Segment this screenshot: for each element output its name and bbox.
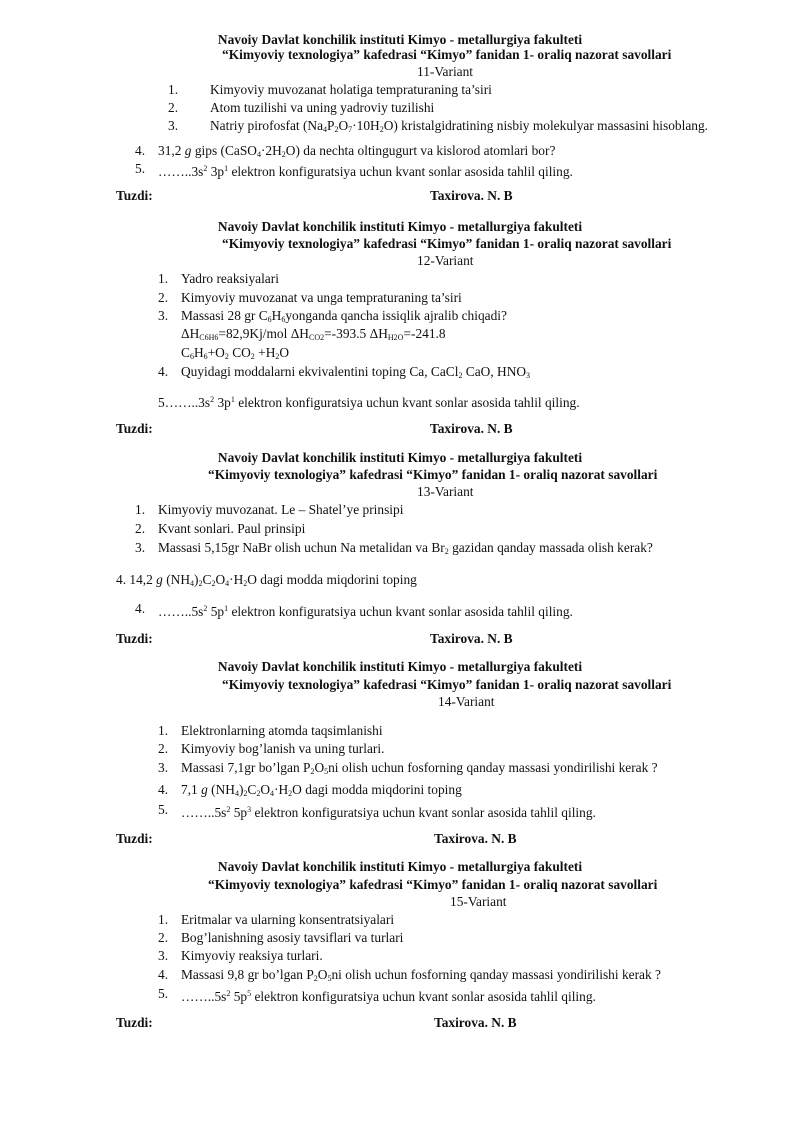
question-text: 4. 14,2 g $(NH_4)_2C_2O_4\cdot H_2O$ dagi modda miqdorini toping <box>116 572 417 588</box>
question-number: 1. <box>135 502 146 517</box>
header-department: “Kimyoviy texnologiya” kafedrasi “Kimyo” fanidan 1- oraliq nazorat savollari <box>208 877 658 892</box>
author-label: Tuzdi: <box>116 631 153 646</box>
header-department: “Kimyoviy texnologiya” kafedrasi “Kimyo” fanidan 1- oraliq nazorat savollari <box>208 467 658 482</box>
question-number: 2. <box>158 930 169 945</box>
question-text: Kvant sonlari. Paul prinsipi <box>158 521 306 536</box>
author-label: Tuzdi: <box>116 188 153 203</box>
question-number: 1. <box>158 723 169 738</box>
question-text: Massasi 5,15gr NaBr olish uchun Na metalidan va $Br_2$ gazidan qanday massada olish kerak? <box>158 540 653 556</box>
question-text: $\dots\dots..3s^2$ $3p^1$ elektron konfiguratsiya uchun kvant sonlar asosida tahlil qiling. <box>158 164 573 179</box>
author-label: Tuzdi: <box>116 421 153 436</box>
question-number: 4. <box>158 967 169 982</box>
question-text: Eritmalar va ularning konsentratsiyalari <box>181 912 395 927</box>
question-text: Elektronlarning atomda taqsimlanishi <box>181 723 383 738</box>
variant-title: 13-Variant <box>417 484 474 499</box>
question-text: Natriy pirofosfat $(Na_4P_2O_7\cdot 10H_2O)$ kristalgidratining nisbiy molekulyar massasini hisoblang. <box>210 118 709 134</box>
question-text: $\dots\dots..5s^2$ $5p^5$ elektron konfiguratsiya uchun kvant sonlar asosida tahlil qiling. <box>181 989 596 1004</box>
question-number: 3. <box>158 948 169 963</box>
author-name: Taxirova. N. B <box>430 188 513 203</box>
question-text: Quyidagi moddalarni ekvivalentini toping Ca, CaCl$_2$ CaO, $HNO_3$ <box>181 364 531 380</box>
author-label: Tuzdi: <box>116 1015 153 1030</box>
question-text: Massasi 7,1gr bo’lgan $P_2O_5ni$ olish uchun fosforning qanday massasi yondirilishi kerak ? <box>181 760 658 776</box>
question-number: 2. <box>158 741 169 756</box>
reaction-equation: $C_6H_6+O_2$ $CO_2 +H_2O$ <box>181 345 290 361</box>
question-text: Kimyoviy muvozanat va unga tempraturaning ta’siri <box>181 290 462 305</box>
header-department: “Kimyoviy texnologiya” kafedrasi “Kimyo” fanidan 1- oraliq nazorat savollari <box>222 236 672 251</box>
question-number: 4. <box>158 782 169 797</box>
author-name: Taxirova. N. B <box>434 1015 517 1030</box>
question-text: 31,2 g gips $(CaSO_4\cdot 2H_2O)$ da nechta oltingugurt va kislorod atomlari bor? <box>158 143 556 159</box>
question-text: $\dots\dots..5s^2$ $5p^1$ elektron konfiguratsiya uchun kvant sonlar asosida tahlil qiling. <box>158 604 573 619</box>
question-text: Yadro reaksiyalari <box>181 271 279 286</box>
question-number: 3. <box>158 760 169 775</box>
question-text: Kimyoviy reaksiya turlari. <box>181 948 323 963</box>
question-text: Kimyoviy muvozanat holatiga tempraturaning ta’siri <box>210 82 492 97</box>
question-number: 2. <box>135 521 146 536</box>
question-number: 2. <box>168 100 179 115</box>
author-label: Tuzdi: <box>116 831 153 846</box>
header-department: “Kimyoviy texnologiya” kafedrasi “Kimyo” fanidan 1- oraliq nazorat savollari <box>222 677 672 692</box>
question-number: 1. <box>158 912 169 927</box>
question-text: Kimyoviy bog’lanish va uning turlari. <box>181 741 385 756</box>
author-name: Taxirova. N. B <box>430 421 513 436</box>
question-number: 5. <box>135 161 146 176</box>
question-number: 3. <box>168 118 179 133</box>
variant-title: 14-Variant <box>438 694 495 709</box>
header-department: “Kimyoviy texnologiya” kafedrasi “Kimyo” fanidan 1- oraliq nazorat savollari <box>222 47 672 62</box>
question-number: 4. <box>135 143 146 158</box>
question-number: 2. <box>158 290 169 305</box>
question-text: Massasi 28 gr $C_6H_6yonganda$ qancha issiqlik ajralib chiqadi? <box>181 308 507 324</box>
header-institute: Navoiy Davlat konchilik instituti Kimyo - metallurgiya fakulteti <box>217 859 583 874</box>
header-institute: Navoiy Davlat konchilik instituti Kimyo - metallurgiya fakulteti <box>217 450 583 465</box>
question-number: 1. <box>158 271 169 286</box>
author-name: Taxirova. N. B <box>434 831 517 846</box>
question-text: Bog’lanishning asosiy tavsiflari va turlari <box>181 930 404 945</box>
question-text: Massasi 9,8 gr bo’lgan $P_2O_5ni$ olish uchun fosforning qanday massasi yondirilishi kerak ? <box>181 967 661 983</box>
question-number: 5. <box>158 802 169 817</box>
question-text: Atom tuzilishi va uning yadroviy tuzilishi <box>210 100 435 115</box>
author-name: Taxirova. N. B <box>430 631 513 646</box>
question-number: 3. <box>158 308 169 323</box>
enthalpy-data: $\Delta H_{C6H6}=82,9Kj$/mol $\Delta H_{CO2}=-393.5$ $\Delta H_{H2O}=-241.8$ <box>181 326 446 342</box>
question-text: $\dots\dots..5s^2$ $5p^3$ elektron konfiguratsiya uchun kvant sonlar asosida tahlil qiling. <box>181 805 596 820</box>
question-number: 3. <box>135 540 146 555</box>
variant-title: 11-Variant <box>417 64 474 79</box>
question-number: 1. <box>168 82 179 97</box>
question-number: 4. <box>135 601 146 616</box>
header-institute: Navoiy Davlat konchilik instituti Kimyo - metallurgiya fakulteti <box>217 219 583 234</box>
header-institute: Navoiy Davlat konchilik instituti Kimyo - metallurgiya fakulteti <box>217 32 583 47</box>
question-number: 4. <box>158 364 169 379</box>
header-institute: Navoiy Davlat konchilik instituti Kimyo - metallurgiya fakulteti <box>217 659 583 674</box>
question-text: 7,1 g $(NH_4)_2C_2O_4\cdot H_2O$ dagi modda miqdorini toping <box>181 782 462 798</box>
question-number: 5. <box>158 986 169 1001</box>
variant-title: 12-Variant <box>417 253 474 268</box>
question-text: Kimyoviy muvozanat. Le – Shatel’ye prinsipi <box>158 502 404 517</box>
question-text: $5\dots\dots..3s^2$ $3p^1$ elektron konfiguratsiya uchun kvant sonlar asosida tahlil qiling. <box>158 395 580 410</box>
variant-title: 15-Variant <box>450 894 507 909</box>
